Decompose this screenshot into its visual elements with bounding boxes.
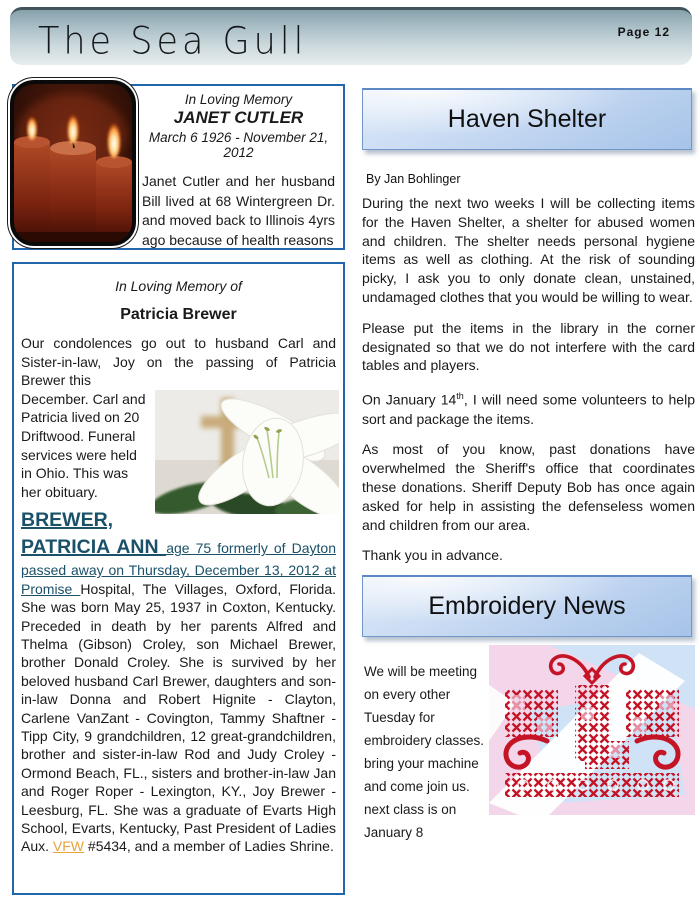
memorial-name: JANET CUTLER bbox=[173, 108, 304, 127]
page-number: Page 12 bbox=[617, 25, 670, 39]
haven-paragraph-3-end: , I will need some volunteers to help sort and package the items. bbox=[362, 391, 695, 427]
haven-shelter-article bbox=[362, 194, 695, 577]
patricia-memorial-card bbox=[12, 262, 345, 895]
condolence-text-rest: December. Carl and Patricia lived on 20 Driftwood. Funeral services were held in Ohio. This was her obituary. bbox=[21, 390, 146, 500]
embroidery-news-banner bbox=[362, 575, 692, 637]
haven-paragraph-5: Thank you in advance. bbox=[362, 547, 503, 564]
haven-paragraph-3-start: On January 14 bbox=[362, 391, 457, 408]
memorial-heading: In Loving Memory of bbox=[115, 278, 242, 294]
obituary-text bbox=[21, 507, 336, 856]
haven-shelter-title: Haven Shelter bbox=[447, 105, 607, 133]
ordinal-superscript: th bbox=[456, 391, 464, 402]
memorial-body: Janet Cutler and her husband Bill lived at 68 Wintergreen Dr. and moved back to Illinois 4yrs ago because of health reasons bbox=[142, 173, 335, 248]
embroidery-news-title: Embroidery News bbox=[428, 592, 626, 620]
obituary-headline: BREWER, PATRICIA ANN bbox=[21, 509, 167, 559]
obituary-body-end: #5434, and a member of Ladies Shrine. bbox=[84, 838, 334, 855]
haven-shelter-byline: By Jan Bohlinger bbox=[366, 172, 461, 186]
haven-paragraph-4: As most of you know, past donations have overwhelmed the Sheriff's office that coordinates these donations. Sheriff Deputy Bob has once again asked for help in assisting the defenseless women and children from our area. bbox=[362, 441, 695, 533]
cross-stitch-embroidery-image bbox=[489, 645, 695, 815]
newsletter-title: The Sea Gull bbox=[38, 19, 308, 63]
memorial-name: Patricia Brewer bbox=[120, 306, 237, 323]
condolence-text-lead: Our condolences go out to husband Carl and Sister-in-law, Joy on the passing of Patricia Brewer this bbox=[21, 335, 336, 389]
obituary-subheading: age 75 formerly of Dayton passed away on Thursday, December 13, 2012 at Promise bbox=[21, 540, 336, 597]
haven-paragraph-1: During the next two weeks I will be collecting items for the Haven Shelter, a shelter for abused women and children. The shelter needs personal hygiene items as well as clothing. At the risk of sounding picky, I ask you to only donate clean, unstained, undamaged clothes that you would be willing to wear. bbox=[362, 195, 695, 305]
memorial-candles-image bbox=[10, 80, 136, 246]
embroidery-news-body: We will be meeting on every other Tuesday for embroidery classes. bring your machine and come join us. next class is on January 8 bbox=[364, 664, 485, 840]
memorial-dates: March 6 1926 - November 21, 2012 bbox=[148, 130, 329, 160]
newsletter-masthead bbox=[10, 7, 692, 65]
lily-and-cross-image bbox=[155, 390, 339, 514]
vfw-link[interactable]: VFW bbox=[52, 838, 85, 855]
haven-paragraph-3 bbox=[362, 387, 695, 428]
obituary-body: Hospital, The Villages, Oxford, Florida. She was born May 25, 1937 in Coxton, Kentucky. Preceded in death by her parents Alfred and Thelma (Gibson) Croley, son Michael Brewer, brother Donald Croley. She is survived by her beloved husband Carl Brewer, daughters and son-in-law Donna and Robert Hignite - Clayton, Carlene VanZant - Covington, Tammy Shaftner - Tipp City, 9 grandchildren, 12 great-grandchildren, brother and sister-in-law Rod and Judy Croley - Ormond Beach, FL., sisters and brother-in-law Jan and Roger Roper - Lexington, KY., Joy Brewer - Leesburg, FL. She was a graduate of Evarts High School, Evarts, Kentucky, Past President of Ladies Aux. bbox=[21, 580, 336, 855]
haven-shelter-banner bbox=[362, 88, 692, 150]
haven-paragraph-2: Please put the items in the library in the corner designated so that we do not interfere with the card tables and players. bbox=[362, 319, 695, 374]
memorial-heading: In Loving Memory bbox=[184, 92, 293, 107]
janet-memorial-card bbox=[12, 84, 345, 250]
